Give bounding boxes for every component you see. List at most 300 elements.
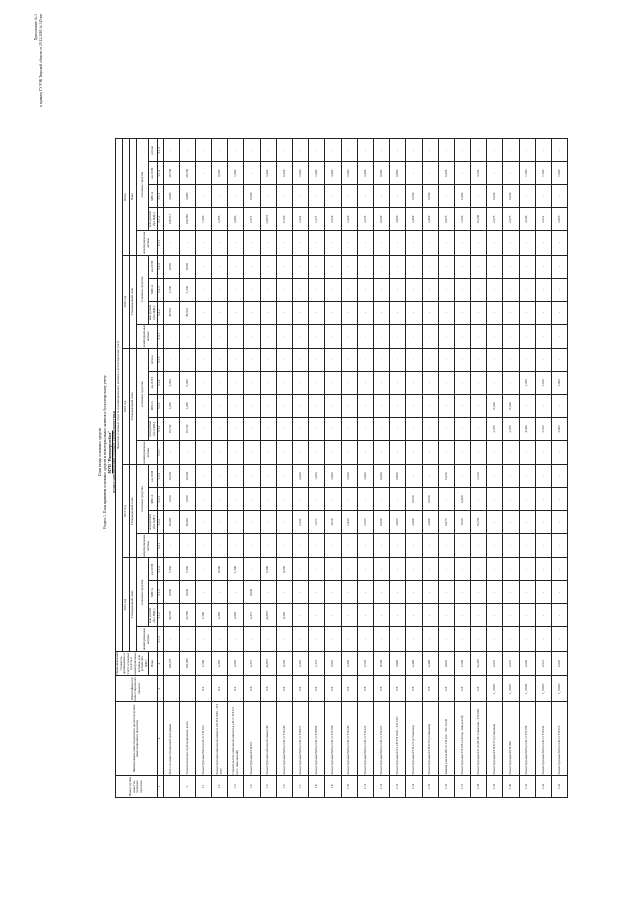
- header-plan-sub: План: [149, 651, 157, 675]
- value-cell: -: [195, 417, 211, 440]
- table-row: [373, 139, 389, 798]
- value-cell: -: [293, 255, 309, 278]
- row-number: 1.16: [438, 776, 454, 798]
- project-name: Реконструкция ВЛ 0,4 кВ от ТП 804: [309, 702, 325, 776]
- appendix-line: к приказу ГУ РЭК Тверской области от 29.12.2018 № 345-нп: [38, 14, 43, 107]
- value-cell: 2,446: [341, 511, 357, 534]
- value-cell: -: [519, 534, 535, 558]
- value-cell: -: [341, 139, 357, 162]
- value-cell: 1,260: [163, 394, 179, 417]
- value-cell: -: [260, 394, 276, 417]
- header-year-2017: 2017 год: [123, 465, 130, 558]
- value-cell: -: [244, 255, 260, 278]
- value-cell: 1,377: [309, 511, 325, 534]
- value-cell: -: [357, 581, 373, 604]
- value-cell: 3,906: [390, 651, 406, 675]
- value-cell: -: [438, 394, 454, 417]
- header-units: штуки: [149, 348, 157, 371]
- value-cell: -: [309, 139, 325, 162]
- table-row: [212, 139, 228, 798]
- table-row: [471, 139, 487, 798]
- value-cell: -: [276, 534, 292, 558]
- project-name: Реконструкция КТП-8/5: [244, 702, 260, 776]
- value-cell: -: [357, 394, 373, 417]
- value-cell: 0,630: [487, 394, 503, 417]
- investment-table: [115, 138, 568, 798]
- value-cell: -: [195, 162, 211, 185]
- project-name: Реконструкция КТП-2/3 (установка): [406, 702, 422, 776]
- value-cell: 7,450: [163, 558, 179, 581]
- value-cell: -: [438, 440, 454, 464]
- value-cell: -: [195, 324, 211, 348]
- value-cell: -: [438, 488, 454, 511]
- value-cell: -: [535, 324, 551, 348]
- value-cell: 0,639: [373, 651, 389, 675]
- value-cell: -: [341, 488, 357, 511]
- header-initial-cost: Первоначальная стоимость принимаемых к учету основных средств и нематериальных активов, млн рублей (без НДС): [115, 652, 148, 675]
- value-cell: 9,820: [163, 255, 179, 278]
- header-total: Итого: [123, 139, 130, 255]
- value-cell: 2,612: [535, 651, 551, 675]
- value-cell: -: [373, 581, 389, 604]
- value-cell: 2,409: [406, 511, 422, 534]
- value-cell: -: [552, 534, 568, 558]
- value-cell: -: [552, 231, 568, 255]
- column-number: 2: [157, 702, 163, 776]
- value-cell: -: [276, 139, 292, 162]
- value-cell: -: [519, 627, 535, 651]
- value-cell: -: [454, 348, 470, 371]
- project-id: K2: [228, 676, 244, 702]
- value-cell: -: [276, 255, 292, 278]
- value-cell: 1,500: [195, 651, 211, 675]
- value-cell: -: [406, 581, 422, 604]
- value-cell: -: [244, 627, 260, 651]
- project-id: K8: [325, 676, 341, 702]
- value-cell: -: [260, 417, 276, 440]
- value-cell: -: [422, 627, 438, 651]
- value-cell: -: [228, 371, 244, 394]
- value-cell: -: [341, 348, 357, 371]
- value-cell: -: [422, 581, 438, 604]
- row-number: 1.5: [260, 776, 276, 798]
- value-cell: 0,630: [406, 488, 422, 511]
- value-cell: -: [487, 488, 503, 511]
- value-cell: -: [212, 627, 228, 651]
- value-cell: -: [519, 185, 535, 208]
- value-cell: -: [309, 324, 325, 348]
- value-cell: -: [260, 255, 276, 278]
- value-cell: 1,700: [519, 371, 535, 394]
- value-cell: -: [406, 348, 422, 371]
- value-cell: 0,630: [487, 185, 503, 208]
- value-cell: 0,400: [454, 185, 470, 208]
- value-cell: -: [503, 301, 519, 324]
- value-cell: -: [406, 255, 422, 278]
- value-cell: 3,150: [471, 465, 487, 488]
- value-cell: -: [390, 348, 406, 371]
- value-cell: 2,305: [212, 651, 228, 675]
- value-cell: -: [228, 627, 244, 651]
- table-row: [535, 139, 551, 798]
- column-number: 5.1.3: [157, 581, 163, 604]
- value-cell: -: [357, 278, 373, 301]
- value-cell: -: [309, 558, 325, 581]
- value-cell: -: [406, 371, 422, 394]
- row-number: 1.: [179, 776, 195, 798]
- value-cell: -: [228, 278, 244, 301]
- header-intangible: нематериальные активы: [137, 627, 158, 651]
- value-cell: -: [552, 185, 568, 208]
- value-cell: -: [519, 139, 535, 162]
- value-cell: 129,671: [163, 208, 179, 231]
- column-number: 5.4.2: [157, 301, 163, 324]
- project-id: I_Y0E4: [519, 676, 535, 702]
- header-fixed-assets: основные средства: [137, 558, 149, 627]
- value-cell: -: [163, 534, 179, 558]
- value-cell: 2,200: [293, 465, 309, 488]
- table-row: [276, 139, 292, 798]
- value-cell: -: [406, 558, 422, 581]
- project-id: K8: [406, 676, 422, 702]
- value-cell: 24,873: [260, 208, 276, 231]
- value-cell: -: [195, 627, 211, 651]
- value-cell: 39,495: [163, 511, 179, 534]
- value-cell: -: [487, 301, 503, 324]
- value-cell: 10,250: [163, 465, 179, 488]
- value-cell: 19,742: [179, 417, 195, 440]
- value-cell: -: [212, 534, 228, 558]
- value-cell: -: [293, 301, 309, 324]
- project-name: Реконструкция ВЛ 0,4 кВ от ТП 207: [373, 702, 389, 776]
- value-cell: 0,250: [438, 465, 454, 488]
- value-cell: -: [487, 278, 503, 301]
- value-cell: -: [357, 185, 373, 208]
- title-line-4: полное наименование субъекта электроэнергетики: [112, 411, 117, 493]
- value-cell: -: [341, 255, 357, 278]
- header-mva: МВ×А: [149, 394, 157, 417]
- column-number: 3: [157, 676, 163, 702]
- value-cell: -: [422, 371, 438, 394]
- value-cell: -: [503, 231, 519, 255]
- value-cell: -: [390, 371, 406, 394]
- value-cell: -: [519, 394, 535, 417]
- value-cell: -: [293, 488, 309, 511]
- value-cell: -: [357, 301, 373, 324]
- value-cell: -: [341, 185, 357, 208]
- value-cell: -: [357, 558, 373, 581]
- value-cell: -: [244, 162, 260, 185]
- value-cell: 38,564: [179, 301, 195, 324]
- value-cell: -: [487, 255, 503, 278]
- table-row: [454, 139, 470, 798]
- column-number: 5.2.3: [157, 488, 163, 511]
- value-cell: -: [373, 558, 389, 581]
- value-cell: -: [325, 394, 341, 417]
- value-cell: -: [341, 417, 357, 440]
- value-cell: -: [422, 231, 438, 255]
- value-cell: -: [341, 324, 357, 348]
- value-cell: 1,377: [309, 651, 325, 675]
- project-id: K8: [341, 676, 357, 702]
- header-year-2018: 2018 год: [123, 348, 130, 464]
- value-cell: -: [535, 604, 551, 627]
- value-cell: 0,630: [422, 488, 438, 511]
- value-cell: -: [341, 604, 357, 627]
- value-cell: -: [454, 231, 470, 255]
- value-cell: -: [179, 627, 195, 651]
- value-cell: -: [309, 371, 325, 394]
- value-cell: -: [487, 139, 503, 162]
- table-row: [228, 139, 244, 798]
- value-cell: -: [503, 278, 519, 301]
- value-cell: 3,906: [390, 208, 406, 231]
- value-cell: -: [325, 139, 341, 162]
- header-fixed-assets: основные средства: [137, 255, 149, 324]
- value-cell: -: [309, 581, 325, 604]
- value-cell: 3,906: [390, 511, 406, 534]
- value-cell: -: [244, 534, 260, 558]
- value-cell: -: [293, 581, 309, 604]
- value-cell: -: [422, 465, 438, 488]
- value-cell: -: [373, 139, 389, 162]
- value-cell: -: [503, 511, 519, 534]
- value-cell: -: [325, 348, 341, 371]
- value-cell: -: [519, 488, 535, 511]
- value-cell: -: [325, 324, 341, 348]
- value-cell: -: [195, 371, 211, 394]
- value-cell: -: [244, 231, 260, 255]
- value-cell: -: [244, 371, 260, 394]
- table-row: [357, 139, 373, 798]
- value-cell: 0,976: [438, 651, 454, 675]
- value-cell: 2,409: [422, 511, 438, 534]
- value-cell: 38,564: [163, 301, 179, 324]
- value-cell: -: [195, 185, 211, 208]
- row-number: 1.1: [195, 776, 211, 798]
- value-cell: -: [195, 231, 211, 255]
- value-cell: -: [212, 255, 228, 278]
- value-cell: -: [163, 348, 179, 371]
- value-cell: -: [454, 278, 470, 301]
- value-cell: -: [503, 534, 519, 558]
- table-row: [341, 139, 357, 798]
- value-cell: -: [228, 394, 244, 417]
- value-cell: 0,976: [438, 208, 454, 231]
- value-cell: -: [406, 139, 422, 162]
- value-cell: -: [503, 371, 519, 394]
- value-cell: -: [293, 534, 309, 558]
- column-number: 5.3.3: [157, 394, 163, 417]
- header-approved-plan: Утвержденный план: [130, 255, 137, 348]
- value-cell: -: [454, 465, 470, 488]
- value-cell: -: [503, 604, 519, 627]
- value-cell: -: [519, 604, 535, 627]
- value-cell: -: [438, 185, 454, 208]
- project-name: Реконструкция ВЛ 0,4 кВ от ТП 240: [341, 702, 357, 776]
- column-number: 1: [157, 776, 163, 798]
- project-id: K8: [357, 676, 373, 702]
- value-cell: -: [244, 278, 260, 301]
- header-mln: млн рублей (без НДС): [149, 301, 157, 324]
- value-cell: 39,491: [179, 511, 195, 534]
- table-row: [309, 139, 325, 798]
- value-cell: -: [276, 278, 292, 301]
- value-cell: -: [325, 604, 341, 627]
- value-cell: -: [552, 604, 568, 627]
- value-cell: -: [503, 488, 519, 511]
- value-cell: -: [276, 627, 292, 651]
- value-cell: -: [309, 627, 325, 651]
- value-cell: -: [260, 440, 276, 464]
- column-number: 5.4.3: [157, 278, 163, 301]
- value-cell: -: [406, 627, 422, 651]
- value-cell: -: [212, 231, 228, 255]
- value-cell: -: [535, 558, 551, 581]
- value-cell: -: [471, 185, 487, 208]
- value-cell: -: [212, 581, 228, 604]
- value-cell: -: [535, 581, 551, 604]
- row-number: 1.9: [325, 776, 341, 798]
- column-number: 5.3.5: [157, 348, 163, 371]
- value-cell: 1,660: [163, 488, 179, 511]
- value-cell: -: [212, 348, 228, 371]
- value-cell: -: [438, 348, 454, 371]
- value-cell: -: [519, 581, 535, 604]
- value-cell: 0,630: [503, 394, 519, 417]
- value-cell: -: [293, 371, 309, 394]
- value-cell: -: [244, 139, 260, 162]
- value-cell: -: [552, 627, 568, 651]
- project-id: I_Y0E2: [487, 676, 503, 702]
- value-cell: -: [244, 488, 260, 511]
- value-cell: -: [179, 534, 195, 558]
- value-cell: 6,930: [163, 581, 179, 604]
- value-cell: 2,612: [535, 417, 551, 440]
- value-cell: -: [406, 534, 422, 558]
- value-cell: -: [195, 348, 211, 371]
- value-cell: 0,746: [276, 651, 292, 675]
- value-cell: -: [325, 534, 341, 558]
- value-cell: 1,650: [454, 511, 470, 534]
- value-cell: -: [276, 301, 292, 324]
- value-cell: -: [454, 301, 470, 324]
- value-cell: -: [373, 394, 389, 417]
- value-cell: -: [260, 185, 276, 208]
- column-number: 5.4.1: [157, 324, 163, 348]
- value-cell: -: [471, 534, 487, 558]
- header-fixed-assets: основные средства: [137, 348, 149, 440]
- project-name: Реконструкция ВЛ 0,4 кВ от ТП 642: [535, 702, 551, 776]
- value-cell: 2,825: [552, 417, 568, 440]
- value-cell: -: [454, 371, 470, 394]
- value-cell: -: [535, 231, 551, 255]
- value-cell: -: [341, 581, 357, 604]
- project-name: Реконструкция ТП 108 (4-й пер. Заводской): [454, 702, 470, 776]
- value-cell: -: [357, 348, 373, 371]
- header-km: км ЛЭП: [149, 465, 157, 488]
- project-id: K8: [373, 676, 389, 702]
- value-cell: 2,675: [503, 208, 519, 231]
- project-name: Реконструкция ВЛ 0,4 кВ от ТП 240: [276, 702, 292, 776]
- value-cell: -: [390, 301, 406, 324]
- project-id: K8: [454, 676, 470, 702]
- value-cell: -: [357, 534, 373, 558]
- value-cell: 2,093: [228, 208, 244, 231]
- value-cell: -: [390, 324, 406, 348]
- value-cell: -: [503, 440, 519, 464]
- value-cell: -: [519, 558, 535, 581]
- value-cell: 1,200: [309, 162, 325, 185]
- value-cell: -: [422, 255, 438, 278]
- value-cell: -: [244, 324, 260, 348]
- table-row: [390, 139, 406, 798]
- value-cell: 2,675: [487, 208, 503, 231]
- value-cell: -: [503, 348, 519, 371]
- project-name: Реконструкция ВЛ 0,4 кВ от ТП 315: [552, 702, 568, 776]
- value-cell: -: [535, 465, 551, 488]
- value-cell: -: [309, 440, 325, 464]
- value-cell: -: [228, 231, 244, 255]
- column-number: 5.2.2: [157, 511, 163, 534]
- header-acceptance: Принятие основных средств и нематериальных активов к бухгалтерскому учету: [116, 139, 123, 652]
- value-cell: -: [422, 162, 438, 185]
- project-id: I_Y0E5: [535, 676, 551, 702]
- value-cell: -: [390, 488, 406, 511]
- column-number: 5.2.1: [157, 534, 163, 558]
- value-cell: 0,630: [244, 581, 260, 604]
- project-name: Строительство кабельной линии 0,4 кВ от ТП-3/4 (пос. Заволжский): [228, 702, 244, 776]
- value-cell: -: [260, 324, 276, 348]
- value-cell: -: [503, 581, 519, 604]
- value-cell: 2,446: [341, 208, 357, 231]
- value-cell: -: [260, 581, 276, 604]
- value-cell: -: [471, 627, 487, 651]
- value-cell: -: [390, 231, 406, 255]
- table-row: [438, 139, 454, 798]
- value-cell: -: [195, 301, 211, 324]
- value-cell: 2,300: [341, 162, 357, 185]
- value-cell: 2,612: [535, 208, 551, 231]
- value-cell: 2,200: [293, 162, 309, 185]
- row-number: 1.10: [341, 776, 357, 798]
- value-cell: -: [276, 417, 292, 440]
- value-cell: -: [552, 324, 568, 348]
- value-cell: 2,342: [293, 651, 309, 675]
- value-cell: -: [212, 417, 228, 440]
- value-cell: -: [195, 488, 211, 511]
- value-cell: 2,300: [341, 465, 357, 488]
- value-cell: -: [535, 255, 551, 278]
- row-number: 1.8: [309, 776, 325, 798]
- value-cell: -: [438, 301, 454, 324]
- value-cell: -: [244, 511, 260, 534]
- table-row: [260, 139, 276, 798]
- value-cell: -: [293, 440, 309, 464]
- value-cell: 0,500: [212, 162, 228, 185]
- value-cell: -: [471, 581, 487, 604]
- value-cell: -: [276, 324, 292, 348]
- value-cell: -: [228, 348, 244, 371]
- project-id: K8: [471, 676, 487, 702]
- value-cell: -: [438, 231, 454, 255]
- value-cell: -: [293, 627, 309, 651]
- value-cell: -: [487, 348, 503, 371]
- value-cell: -: [293, 558, 309, 581]
- value-cell: 19,742: [163, 417, 179, 440]
- value-cell: -: [390, 278, 406, 301]
- column-number: 6.1.5: [157, 139, 163, 162]
